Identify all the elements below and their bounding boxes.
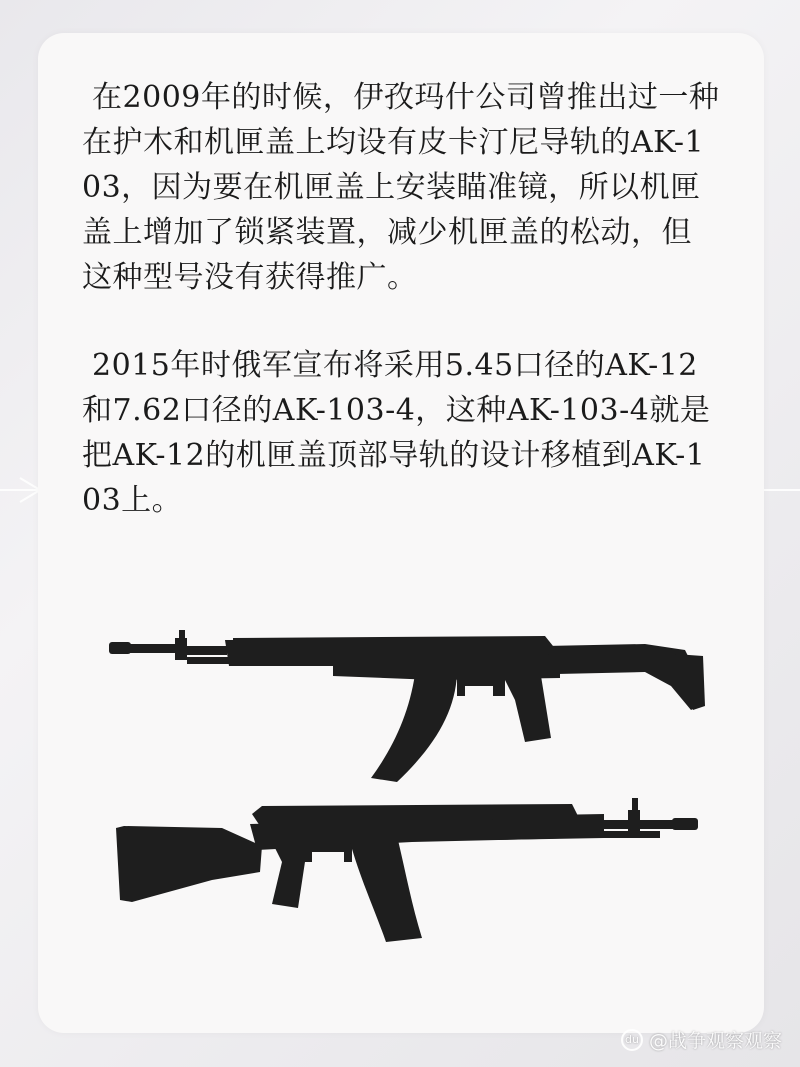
paragraph-2: 2015年时俄军宣布将采用5.45口径的AK-12和7.62口径的AK-103-4，这种AK-103-4就是把AK-12的机匣盖顶部导轨的设计移植到AK-103上。 [82, 348, 711, 518]
paragraph-1: 在2009年的时候，伊孜玛什公司曾推出过一种在护木和机匣盖上均设有皮卡汀尼导轨的AK-103，因为要在机匣盖上安装瞄准镜，所以机匣盖上增加了锁紧装置，减少机匣盖的松动，但这种型号没有获得推广。 [82, 80, 720, 295]
watermark [621, 1026, 782, 1053]
baidu-paw-icon: du [621, 1029, 643, 1051]
rifle-image-top [105, 630, 707, 786]
rifle-image-bottom [112, 798, 702, 943]
watermark-text: @战争观察观察 [648, 1030, 782, 1052]
